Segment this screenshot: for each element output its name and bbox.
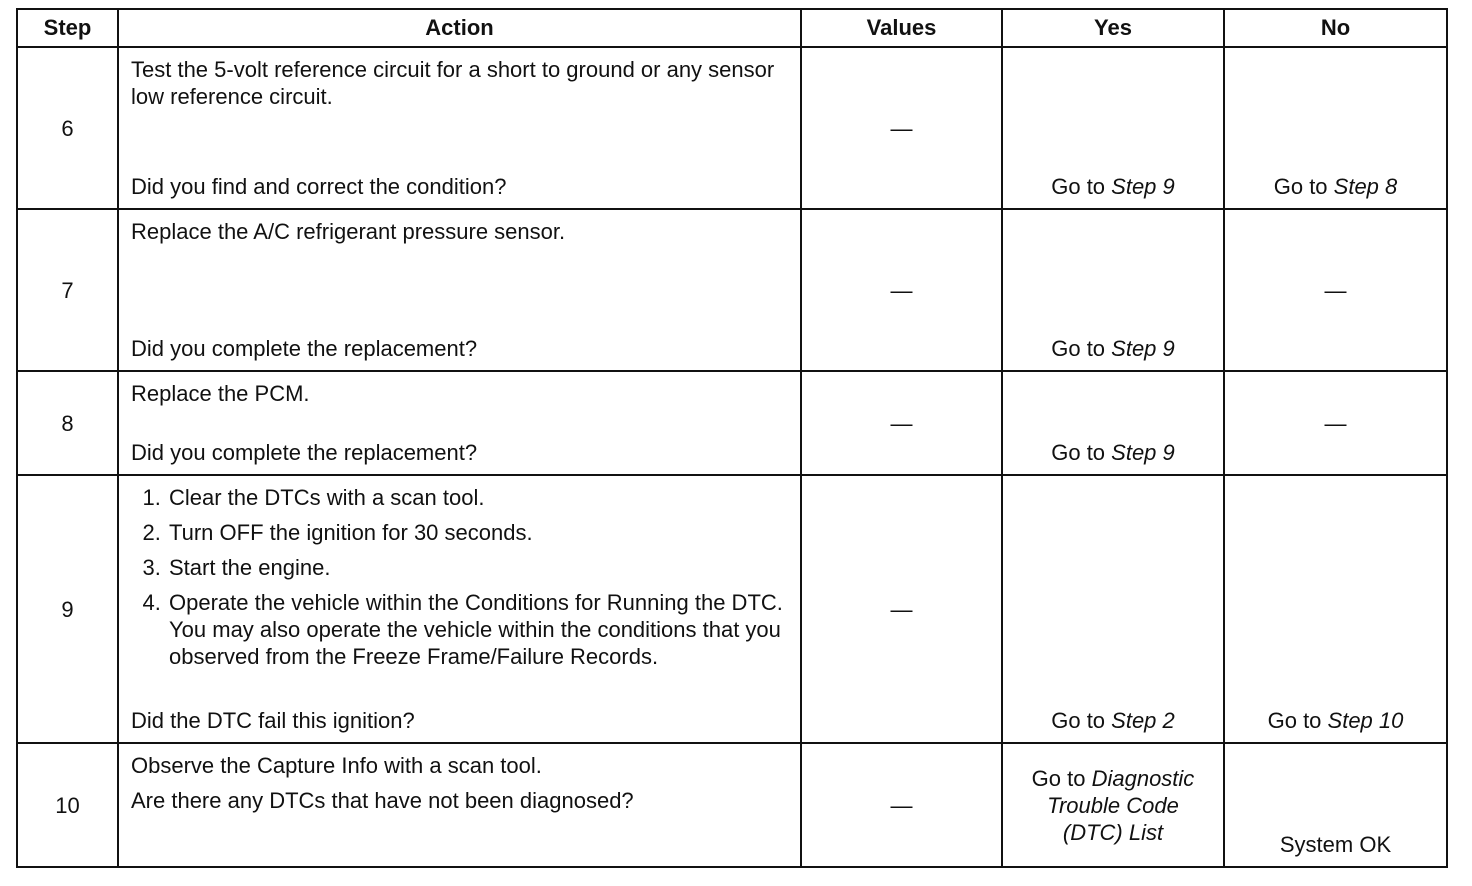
step-number: 10: [17, 743, 118, 867]
no-cell: [1224, 47, 1447, 209]
values-cell: —: [801, 209, 1002, 371]
no-link[interactable]: Step 8: [1333, 174, 1398, 199]
header-no: No: [1224, 9, 1447, 47]
action-question: Did the DTC fail this ignition?: [131, 708, 415, 733]
no-cell: System OK: [1224, 743, 1447, 867]
values-cell: —: [801, 475, 1002, 743]
action-cell: [118, 743, 801, 867]
yes-prefix: Go to: [1051, 174, 1112, 199]
header-action: Action: [118, 9, 801, 47]
yes-link[interactable]: Diagnostic Trouble Code (DTC) List: [1047, 765, 1195, 845]
action-cell: [118, 209, 801, 371]
table-row-step-9: [17, 475, 1447, 743]
yes-prefix: Go to: [1031, 765, 1092, 791]
header-row: [17, 9, 1447, 47]
yes-link[interactable]: Step 9: [1111, 440, 1175, 465]
yes-link[interactable]: Step 2: [1111, 708, 1175, 733]
yes-link[interactable]: Step 9: [1111, 174, 1175, 199]
header-step: Step: [17, 9, 118, 47]
no-cell: —: [1224, 371, 1447, 475]
action-question: Did you find and correct the condition?: [131, 174, 507, 199]
yes-cell: [1002, 743, 1224, 867]
yes-cell: [1002, 371, 1224, 475]
no-cell: —: [1224, 209, 1447, 371]
diagnostic-table: [16, 8, 1448, 868]
values-cell: —: [801, 743, 1002, 867]
no-link[interactable]: Step 10: [1327, 708, 1404, 733]
yes-link[interactable]: Step 9: [1111, 336, 1175, 361]
action-cell: [118, 47, 801, 209]
yes-cell: [1002, 209, 1224, 371]
yes-prefix: Go to: [1051, 336, 1112, 361]
step-number: 6: [17, 47, 118, 209]
no-prefix: Go to: [1267, 708, 1328, 733]
action-question: Did you complete the replacement?: [131, 440, 478, 465]
procedure-list: [131, 484, 788, 670]
action-text: Observe the Capture Info with a scan tool.: [131, 753, 542, 778]
list-item: 2. Turn OFF the ignition for 30 seconds.: [167, 519, 788, 546]
list-item: 1. Clear the DTCs with a scan tool.: [167, 484, 788, 511]
no-prefix: Go to: [1273, 174, 1334, 199]
action-text: Test the 5-volt reference circuit for a short to ground or any sensor low reference circuit.: [131, 57, 775, 109]
table-row-step-8: [17, 371, 1447, 475]
action-question: Are there any DTCs that have not been diagnosed?: [131, 788, 634, 813]
list-item: 4. Operate the vehicle within the Conditions for Running the DTC. You may also operate the vehicle within the conditions that you observed from the Freeze Frame/Failure Records.: [167, 589, 788, 670]
yes-prefix: Go to: [1051, 440, 1112, 465]
no-cell: [1224, 475, 1447, 743]
action-question: Did you complete the replacement?: [131, 336, 478, 361]
table-row-step-6: [17, 47, 1447, 209]
action-text: Replace the PCM.: [131, 381, 310, 406]
list-item: 3. Start the engine.: [167, 554, 788, 581]
action-cell: [118, 475, 801, 743]
values-cell: —: [801, 47, 1002, 209]
header-values: Values: [801, 9, 1002, 47]
table-row-step-7: [17, 209, 1447, 371]
step-number: 7: [17, 209, 118, 371]
values-cell: —: [801, 371, 1002, 475]
yes-cell: [1002, 47, 1224, 209]
header-yes: Yes: [1002, 9, 1224, 47]
step-number: 8: [17, 371, 118, 475]
action-cell: [118, 371, 801, 475]
yes-cell: [1002, 475, 1224, 743]
action-text: Replace the A/C refrigerant pressure sensor.: [131, 219, 566, 244]
step-number: 9: [17, 475, 118, 743]
table-row-step-10: [17, 743, 1447, 867]
yes-prefix: Go to: [1051, 708, 1112, 733]
